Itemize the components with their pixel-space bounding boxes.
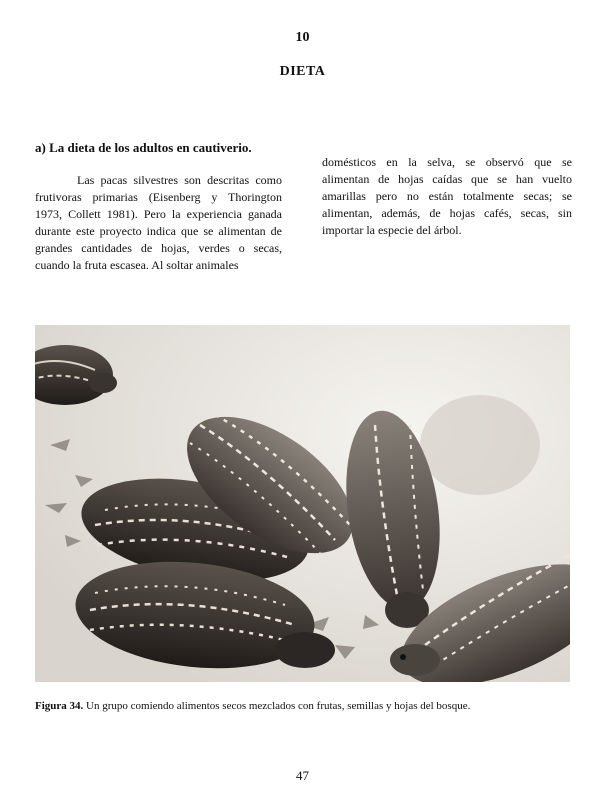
page-number: 47 — [296, 768, 309, 783]
body-column-left — [35, 172, 282, 274]
paragraph-line: cuando la fruta escasea. Al soltar animales — [35, 258, 239, 272]
paragraph-line: alimentan, además, de hojas cafés, secas, sin — [322, 206, 572, 220]
figure-photo — [35, 325, 570, 682]
figure-label: Figura 34. — [35, 700, 84, 712]
body-column-right — [322, 154, 572, 239]
paragraph-line: Las pacas silvestres son descritas como — [77, 173, 282, 187]
paragraph-line: grandes cantidades de hojas, verdes o secas, — [35, 241, 282, 255]
paragraph-line: alimentan de hojas caídas que se han vuelto — [322, 172, 572, 186]
paragraph-line: importar la especie del árbol. — [322, 223, 462, 237]
chapter-title: DIETA — [279, 64, 326, 79]
section-heading: a) La dieta de los adultos en cautiverio. — [35, 140, 252, 155]
figure-caption — [35, 699, 575, 713]
paragraph-line: durante este proyecto indica que se alimentan de — [35, 224, 282, 238]
paragraph-line: 1973, Collett 1981). Pero la experiencia ganada — [35, 207, 282, 221]
figure-caption-text: Un grupo comiendo alimentos secos mezclados con frutas, semillas y hojas del bosque. — [86, 700, 471, 712]
paragraph-line: frutivoras primarias (Eisenberg y Thorington — [35, 190, 282, 204]
paragraph-line: domésticos en la selva, se observó que se — [322, 155, 572, 169]
paragraph-line: amarillas pero no están totalmente secas; se — [322, 189, 572, 203]
chapter-number: 10 — [295, 30, 310, 45]
